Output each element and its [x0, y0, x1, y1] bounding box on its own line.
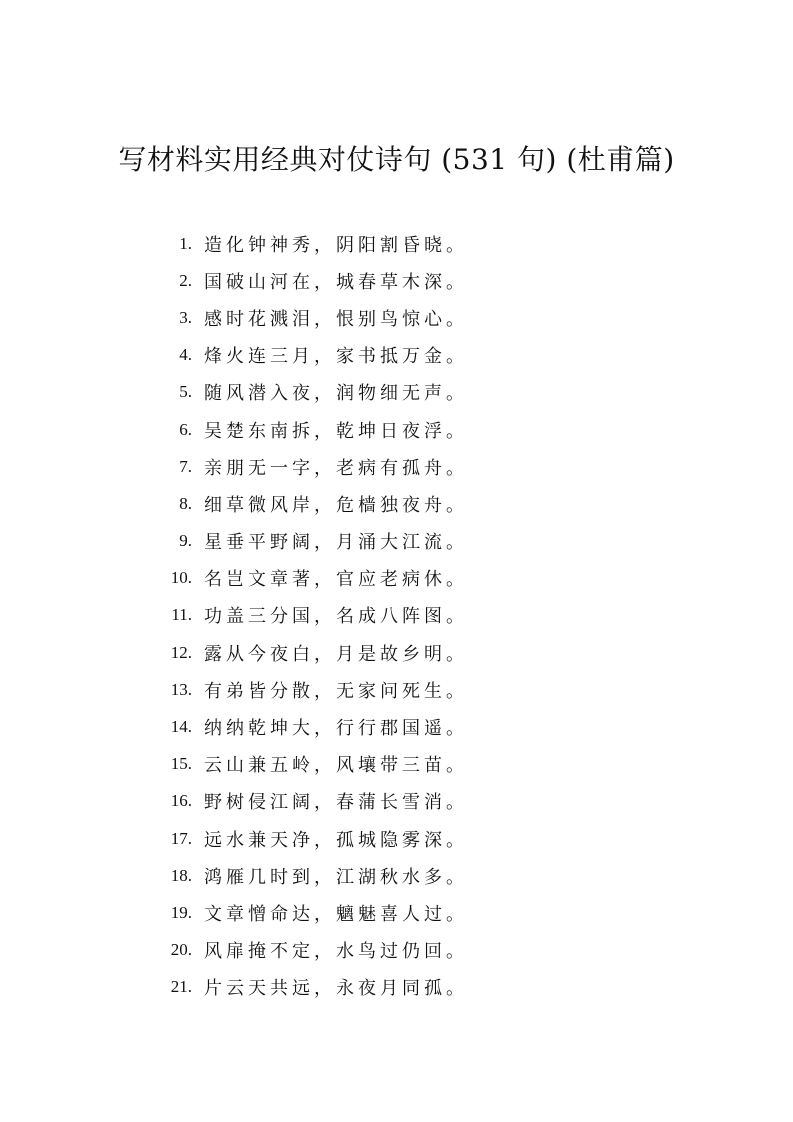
couplet-text: 造化钟神秀，阴阳割昏晓。	[204, 234, 468, 256]
item-number: 14.	[170, 717, 192, 737]
item-number: 13.	[170, 679, 192, 699]
couplet-text: 随风潜入夜，润物细无声。	[204, 383, 468, 405]
list-item	[150, 337, 468, 374]
item-number: 12.	[170, 642, 192, 662]
couplet-text: 文章憎命达，魑魅喜人过。	[204, 903, 468, 925]
list-item	[150, 560, 468, 597]
couplet-text: 有弟皆分散，无家问死生。	[204, 680, 468, 702]
item-number: 15.	[170, 754, 192, 774]
list-item	[150, 485, 468, 522]
item-number: 4.	[179, 345, 192, 365]
couplet-text: 纳纳乾坤大，行行郡国遥。	[204, 718, 468, 740]
list-item	[150, 299, 468, 336]
item-number: 2.	[179, 270, 192, 290]
list-item	[150, 374, 468, 411]
item-number: 3.	[179, 307, 192, 327]
item-number: 11.	[171, 605, 192, 625]
item-number: 7.	[179, 456, 192, 476]
list-item	[150, 523, 468, 560]
couplet-text: 片云天共远，永夜月同孤。	[204, 978, 468, 1000]
item-number: 20.	[170, 940, 192, 960]
couplet-text: 感时花溅泪，恨别鸟惊心。	[204, 308, 468, 330]
list-item	[150, 857, 468, 894]
couplet-text: 名岂文章著，官应老病休。	[204, 569, 468, 591]
item-number: 18.	[170, 865, 192, 885]
couplet-text: 远水兼天净，孤城隐雾深。	[204, 829, 468, 851]
list-item	[150, 746, 468, 783]
list-item	[150, 634, 468, 671]
list-item	[150, 671, 468, 708]
list-item	[150, 225, 468, 262]
list-item	[150, 411, 468, 448]
couplet-text: 野树侵江阔，春蒲长雪消。	[204, 792, 468, 814]
item-number: 17.	[170, 828, 192, 848]
couplet-text: 星垂平野阔，月涌大江流。	[204, 532, 468, 554]
list-item	[150, 262, 468, 299]
couplet-list	[150, 225, 468, 1006]
item-number: 21.	[170, 977, 192, 997]
item-number: 16.	[170, 791, 192, 811]
item-number: 9.	[179, 531, 192, 551]
couplet-text: 功盖三分国，名成八阵图。	[204, 606, 468, 628]
list-item	[150, 969, 468, 1006]
item-number: 8.	[179, 493, 192, 513]
couplet-text: 亲朋无一字，老病有孤舟。	[204, 457, 468, 479]
list-item	[150, 708, 468, 745]
couplet-text: 风扉掩不定，水鸟过仍回。	[204, 941, 468, 963]
list-item	[150, 448, 468, 485]
couplet-text: 鸿雁几时到，江湖秋水多。	[204, 866, 468, 888]
couplet-text: 烽火连三月，家书抵万金。	[204, 346, 468, 368]
list-item	[150, 894, 468, 931]
list-item	[150, 597, 468, 634]
item-number: 19.	[170, 902, 192, 922]
couplet-text: 细草微风岸，危樯独夜舟。	[204, 494, 468, 516]
item-number: 1.	[179, 233, 192, 253]
list-item	[150, 932, 468, 969]
list-item	[150, 820, 468, 857]
document-title: 写材料实用经典对仗诗句 (531 句) (杜甫篇)	[118, 143, 675, 176]
couplet-text: 云山兼五岭，风壤带三苗。	[204, 755, 468, 777]
couplet-text: 吴楚东南拆，乾坤日夜浮。	[204, 420, 468, 442]
item-number: 10.	[170, 568, 192, 588]
list-item	[150, 783, 468, 820]
couplet-text: 露从今夜白，月是故乡明。	[204, 643, 468, 665]
item-number: 5.	[179, 382, 192, 402]
couplet-text: 国破山河在，城春草木深。	[204, 271, 468, 293]
item-number: 6.	[179, 419, 192, 439]
